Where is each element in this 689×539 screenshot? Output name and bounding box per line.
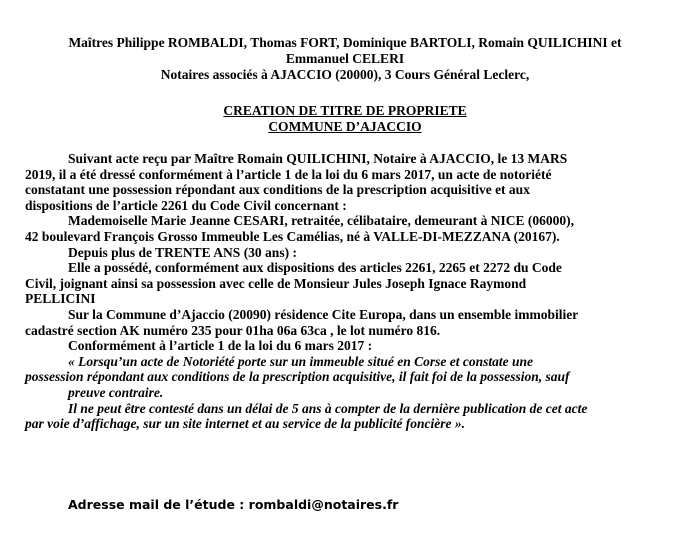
body-line: Mademoiselle Marie Jeanne CESARI, retraitée, célibataire, demeurant à NICE (06000), bbox=[68, 213, 575, 229]
body-line: Sur la Commune d’Ajaccio (20090) résidence Cite Europa, dans un ensemble immobilier bbox=[68, 306, 579, 322]
body-line: Suivant acte reçu par Maître Romain QUILICHINI, Notaire à AJACCIO, le 13 MARS bbox=[68, 151, 568, 166]
body-line: Conformément à l’article 1 de la loi du 6 mars 2017 : bbox=[68, 338, 373, 354]
quote-line: « Lorsqu’un acte de Notoriété porte sur un immeuble situé en Corse et constate une bbox=[68, 353, 534, 369]
body-line: 42 boulevard François Grosso Immeuble Les Camélias, né à VALLE-DI-MEZZANA (20167). bbox=[25, 228, 560, 244]
body-line: dispositions de l’article 2261 du Code Civil concernant : bbox=[25, 197, 347, 213]
header-line: Emmanuel CELERI bbox=[285, 51, 405, 66]
office-email bbox=[68, 497, 398, 512]
title-line: COMMUNE D’AJACCIO bbox=[268, 119, 422, 134]
title-line: CREATION DE TITRE DE PROPRIETE bbox=[223, 103, 467, 118]
body-line: 2019, il a été dressé conformément à l’article 1 de la loi du 6 mars 2017, un acte de notoriété bbox=[25, 166, 552, 182]
body-line: Elle a possédé, conformément aux dispositions des articles 2261, 2265 et 2272 du Code bbox=[68, 260, 562, 276]
notice-body bbox=[25, 151, 665, 432]
body-line: constatant une possession répondant aux conditions de la prescription acquisitive et aux bbox=[25, 182, 530, 198]
email-address[interactable]: rombaldi@notaires.fr bbox=[248, 497, 399, 512]
quote-line: possession répondant aux conditions de la prescription acquisitive, il fait foi de la possession, sauf bbox=[25, 369, 570, 385]
quote-line: preuve contraire. bbox=[68, 384, 164, 400]
body-line: PELLICINI bbox=[25, 291, 96, 307]
quote-line: par voie d’affichage, sur un site internet et au service de la publicité foncière ». bbox=[25, 416, 465, 432]
body-line: Civil, joignant ainsi sa possession avec celle de Monsieur Jules Joseph Ignace Raymond bbox=[25, 275, 527, 291]
quote-line: Il ne peut être contesté dans un délai de 5 ans à compter de la dernière publication de cet acte bbox=[68, 400, 588, 416]
document-title bbox=[20, 103, 670, 135]
header-line: Maîtres Philippe ROMBALDI, Thomas FORT, Dominique BARTOLI, Romain QUILICHINI et bbox=[68, 35, 622, 50]
body-line: Depuis plus de TRENTE ANS (30 ans) : bbox=[68, 244, 297, 260]
email-label: Adresse mail de l’étude : bbox=[68, 497, 249, 512]
body-line: cadastré section AK numéro 235 pour 01ha 06a 63ca , le lot numéro 816. bbox=[25, 322, 441, 338]
header-line: Notaires associés à AJACCIO (20000), 3 Cours Général Leclerc, bbox=[160, 67, 530, 82]
notary-header bbox=[20, 35, 670, 83]
